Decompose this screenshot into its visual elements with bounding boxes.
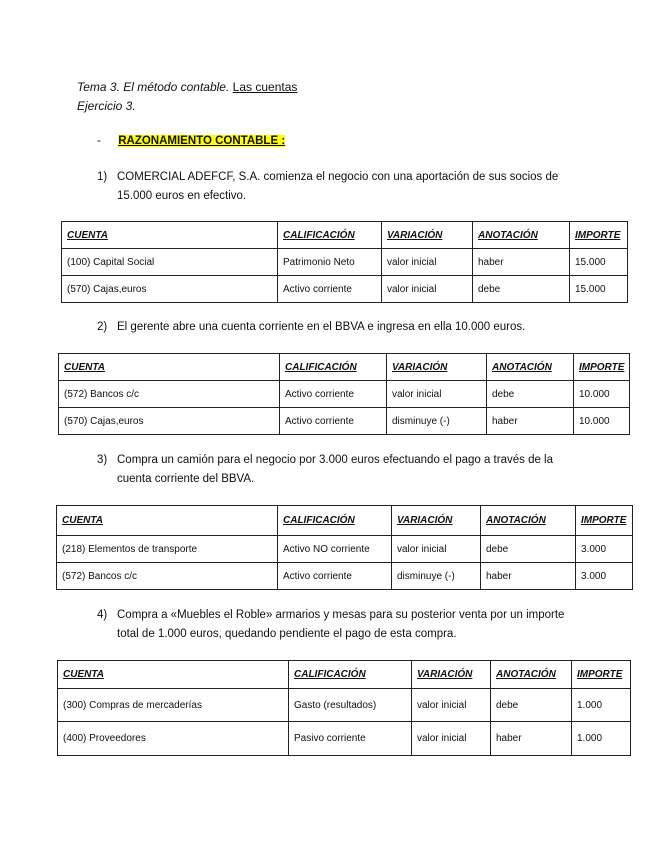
- table-header-row: [59, 354, 630, 381]
- cell-importe: 10.000: [574, 408, 630, 435]
- col-anotacion: ANOTACIÓN: [481, 506, 576, 536]
- cell-anotacion: haber: [487, 408, 574, 435]
- col-anotacion: ANOTACIÓN: [473, 222, 570, 249]
- cell-variacion: disminuye (-): [387, 408, 487, 435]
- col-cuenta: CUENTA: [57, 506, 278, 536]
- cell-cuenta: (572) Bancos c/c: [59, 381, 280, 408]
- table-row: [57, 536, 633, 563]
- statement-number: 3): [97, 454, 108, 466]
- col-importe: IMPORTE: [572, 661, 631, 689]
- col-cuenta: CUENTA: [59, 354, 280, 381]
- col-variacion: VARIACIÓN: [387, 354, 487, 381]
- statement-line: Compra a «Muebles el Roble» armarios y mesas para su posterior venta por un importe: [117, 609, 565, 621]
- cell-calificacion: Activo corriente: [280, 408, 387, 435]
- cell-anotacion: haber: [491, 722, 572, 756]
- cell-anotacion: haber: [481, 563, 576, 590]
- section-title: RAZONAMIENTO CONTABLE :: [118, 135, 286, 147]
- cell-cuenta: (400) Proveedores: [58, 722, 289, 756]
- statement-line: COMERCIAL ADEFCF, S.A. comienza el negocio con una aportación de sus socios de: [117, 171, 559, 183]
- topic-link: Las cuentas: [232, 80, 298, 94]
- cell-calificacion: Gasto (resultados): [289, 689, 412, 722]
- cell-importe: 10.000: [574, 381, 630, 408]
- topic-title: Tema 3. El método contable.: [77, 80, 230, 94]
- cell-calificacion: Activo corriente: [280, 381, 387, 408]
- statement-number: 4): [97, 609, 108, 621]
- table-2: [58, 353, 630, 435]
- cell-calificacion: Activo corriente: [278, 276, 382, 303]
- cell-importe: 1.000: [572, 722, 631, 756]
- cell-variacion: valor inicial: [382, 249, 473, 276]
- table-1: [61, 221, 628, 303]
- statement-line: 15.000 euros en efectivo.: [117, 190, 247, 202]
- col-calificacion: CALIFICACIÓN: [289, 661, 412, 689]
- cell-anotacion: debe: [491, 689, 572, 722]
- statement-3: [97, 451, 577, 489]
- statement-number: 2): [97, 321, 108, 333]
- table-row: [59, 381, 630, 408]
- col-variacion: VARIACIÓN: [382, 222, 473, 249]
- statement-line: Compra un camión para el negocio por 3.000 euros efectuando el pago a través de la: [117, 454, 554, 466]
- col-variacion: VARIACIÓN: [392, 506, 481, 536]
- cell-cuenta: (570) Cajas,euros: [62, 276, 278, 303]
- cell-importe: 3.000: [576, 563, 633, 590]
- table-row: [62, 276, 628, 303]
- statement-line: total de 1.000 euros, quedando pendiente el pago de esta compra.: [117, 628, 457, 640]
- cell-variacion: valor inicial: [387, 381, 487, 408]
- cell-calificacion: Activo corriente: [278, 563, 392, 590]
- col-cuenta: CUENTA: [62, 222, 278, 249]
- col-calificacion: CALIFICACIÓN: [278, 222, 382, 249]
- col-calificacion: CALIFICACIÓN: [280, 354, 387, 381]
- cell-cuenta: (100) Capital Social: [62, 249, 278, 276]
- cell-cuenta: (300) Compras de mercaderías: [58, 689, 289, 722]
- cell-calificacion: Pasivo corriente: [289, 722, 412, 756]
- col-importe: IMPORTE: [576, 506, 633, 536]
- header-line-1: [77, 80, 297, 94]
- cell-variacion: valor inicial: [392, 536, 481, 563]
- cell-variacion: disminuye (-): [392, 563, 481, 590]
- cell-anotacion: debe: [487, 381, 574, 408]
- cell-anotacion: debe: [481, 536, 576, 563]
- table-row: [57, 563, 633, 590]
- statement-line: cuenta corriente del BBVA.: [117, 473, 255, 485]
- table-row: [58, 689, 631, 722]
- col-cuenta: CUENTA: [58, 661, 289, 689]
- section-dash: -: [97, 135, 101, 147]
- cell-importe: 3.000: [576, 536, 633, 563]
- table-header-row: [57, 506, 633, 536]
- col-variacion: VARIACIÓN: [412, 661, 491, 689]
- col-calificacion: CALIFICACIÓN: [278, 506, 392, 536]
- col-importe: IMPORTE: [574, 354, 630, 381]
- cell-variacion: valor inicial: [382, 276, 473, 303]
- cell-cuenta: (218) Elementos de transporte: [57, 536, 278, 563]
- cell-variacion: valor inicial: [412, 722, 491, 756]
- cell-anotacion: haber: [473, 249, 570, 276]
- cell-importe: 15.000: [570, 249, 628, 276]
- statement-number: 1): [97, 171, 108, 183]
- exercise-title: Ejercicio 3.: [77, 99, 136, 113]
- statement-1: [97, 168, 577, 206]
- col-anotacion: ANOTACIÓN: [491, 661, 572, 689]
- table-row: [59, 408, 630, 435]
- cell-variacion: valor inicial: [412, 689, 491, 722]
- cell-calificacion: Patrimonio Neto: [278, 249, 382, 276]
- cell-importe: 1.000: [572, 689, 631, 722]
- statement-line: El gerente abre una cuenta corriente en el BBVA e ingresa en ella 10.000 euros.: [117, 321, 526, 333]
- col-importe: IMPORTE: [570, 222, 628, 249]
- cell-cuenta: (572) Bancos c/c: [57, 563, 278, 590]
- table-3: [56, 505, 633, 590]
- section-heading: [97, 135, 285, 147]
- cell-anotacion: debe: [473, 276, 570, 303]
- table-header-row: [58, 661, 631, 689]
- cell-calificacion: Activo NO corriente: [278, 536, 392, 563]
- cell-importe: 15.000: [570, 276, 628, 303]
- statement-4: [97, 606, 577, 644]
- cell-cuenta: (570) Cajas,euros: [59, 408, 280, 435]
- table-row: [62, 249, 628, 276]
- table-header-row: [62, 222, 628, 249]
- table-row: [58, 722, 631, 756]
- statement-2: [97, 318, 577, 337]
- table-4: [57, 660, 631, 756]
- col-anotacion: ANOTACIÓN: [487, 354, 574, 381]
